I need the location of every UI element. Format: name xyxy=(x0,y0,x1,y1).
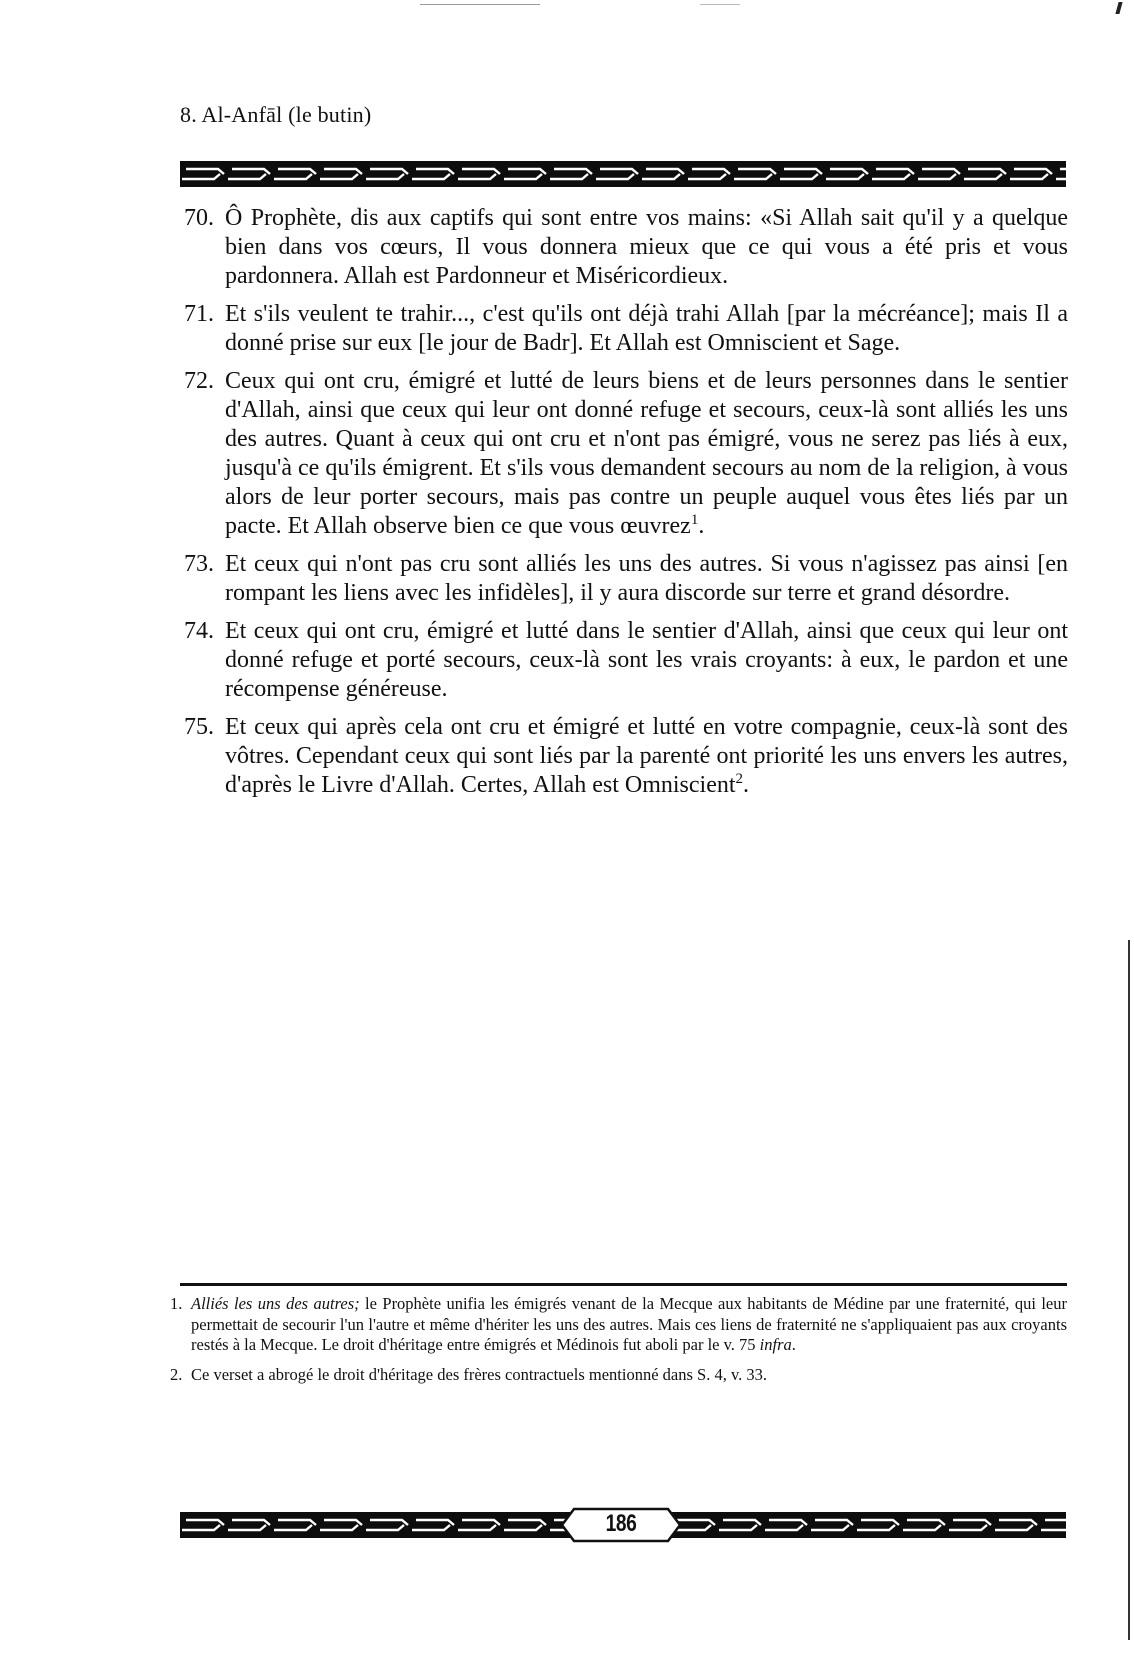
footnote-text: Ce verset a abrogé le droit d'héritage des frères contractuels mentionné dans S. 4, v. 33. xyxy=(191,1364,768,1384)
footnote-text-container xyxy=(191,1294,1067,1356)
surah-header: 8. Al-Anfāl (le butin) xyxy=(180,102,372,127)
footnote-list xyxy=(170,1294,1067,1394)
footnote-2 xyxy=(170,1365,1067,1386)
verse-end-punctuation: . xyxy=(698,513,705,539)
verse-text: Ceux qui ont cru, émigré et lutté de leurs biens et de leurs personnes dans le sentier d'Allah, ainsi que ceux qui leur ont donné refuge et secours, ceux-là sont alliés les uns des autres. Quant à ceux qui ont cru et n'ont pas émigré, vous ne serez pas liés à eux, jusqu'à ce qu'ils émigrent. Et s'ils vous demandent secours au nom de la religion, à vous alors de leur porter secours, mais pas contre un peuple auquel vous êtes liés par un pacte. Et Allah observe bien ce que vous œuvrez xyxy=(225,368,1068,539)
verse-71 xyxy=(168,300,1068,358)
footnote-1 xyxy=(170,1294,1067,1356)
verse-text-container xyxy=(225,367,1068,541)
verse-75 xyxy=(168,713,1068,800)
verse-number: 71. xyxy=(184,301,214,327)
chain-ornament xyxy=(180,161,1066,187)
footnote-text: le Prophète unifia les émigrés venant de la Mecque aux habitants de Médine par une fraternité, qui leur permettait de secourir l'un l'autre et même d'hériter les uns des autres. Mais ces liens de fraternité ne s'appliquaient pas aux croyants restés à la Mecque. Le droit d'héritage entre émigrés et Médinois fut aboli par le v. 75 xyxy=(191,1294,1067,1354)
ornamental-band-bottom-left xyxy=(180,1512,570,1538)
chain-ornament xyxy=(671,1512,1066,1538)
verse-text: Ô Prophète, dis aux captifs qui sont entre vos mains: «Si Allah sait qu'il y a quelque bien dans vos cœurs, Il vous donnera mieux que ce qui vous a été pris et vous pardonnera. Allah est Pardonneur et Miséricordieux. xyxy=(225,205,1068,289)
verse-number: 70. xyxy=(184,205,214,231)
verse-number: 72. xyxy=(184,368,214,394)
footnote-end-punctuation: . xyxy=(791,1335,796,1354)
verse-74 xyxy=(168,617,1068,704)
verse-text: Et ceux qui après cela ont cru et émigré et lutté en votre compagnie, ceux-là sont des vôtres. Cependant ceux qui sont liés par la parenté ont priorité les uns envers les autres, d'après le Livre d'Allah. Certes, Allah est Omniscient xyxy=(225,714,1068,798)
ornamental-band-top xyxy=(180,161,1066,187)
footnote-separator xyxy=(180,1283,1067,1286)
verse-text: Et ceux qui ont cru, émigré et lutté dans le sentier d'Allah, ainsi que ceux qui leur ont donné refuge et porté secours, ceux-là sont les vrais croyants: à eux, le pardon et une récompense généreuse. xyxy=(225,618,1068,702)
verse-text: Et s'ils veulent te trahir..., c'est qu'ils ont déjà trahi Allah [par la mécréance]; mais Il a donné prise sur eux [le jour de Badr]. Et Allah est Omniscient et Sage. xyxy=(225,301,1068,356)
scan-corner-mark xyxy=(1115,2,1122,14)
scan-artifact-line xyxy=(420,4,540,5)
footnote-number: 2. xyxy=(170,1364,183,1384)
verse-text: Et ceux qui n'ont pas cru sont alliés les uns des autres. Si vous n'agissez pas ainsi [en rompant les liens avec les infidèles], il y aura discorde sur terre et grand désordre. xyxy=(225,551,1068,606)
page-number: 186 xyxy=(605,1510,637,1537)
verse-list xyxy=(168,204,1068,809)
footnote-reference: 2 xyxy=(735,771,744,787)
footnote-italic-term: infra xyxy=(759,1335,792,1354)
verse-number: 74. xyxy=(184,618,214,644)
verse-72 xyxy=(168,367,1068,541)
footnote-number: 1. xyxy=(170,1294,183,1313)
verse-70 xyxy=(168,204,1068,291)
verse-73 xyxy=(168,550,1068,608)
scan-edge-shadow xyxy=(1128,940,1130,1640)
verse-number: 73. xyxy=(184,551,214,577)
scan-artifact-line xyxy=(700,4,740,5)
footnote-reference: 1 xyxy=(690,512,699,528)
chain-ornament xyxy=(180,1512,570,1538)
verse-text-container xyxy=(225,713,1068,800)
verse-number: 75. xyxy=(184,714,214,740)
ornamental-band-bottom-right xyxy=(671,1512,1066,1538)
verse-end-punctuation: . xyxy=(743,772,750,798)
footnote-italic-term: Alliés les uns des autres; xyxy=(191,1294,360,1313)
